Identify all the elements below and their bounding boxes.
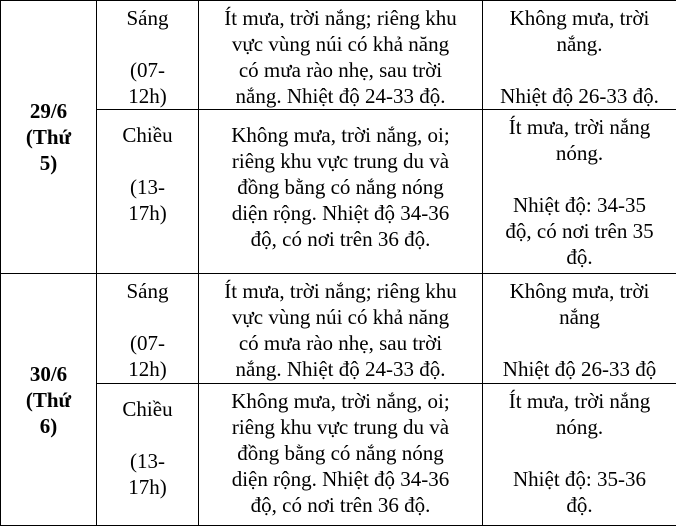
forecast-line: nắng. Nhiệt độ 24-33 độ. — [199, 83, 482, 109]
period-hours: (13- — [97, 448, 198, 474]
temperature-line: Nhiệt độ: 35-36 — [483, 466, 676, 492]
table-row — [1, 274, 676, 384]
region1-forecast — [199, 110, 483, 274]
temperature-line: Nhiệt độ 26-33 độ. — [483, 83, 676, 109]
forecast-line: Ít mưa, trời nắng — [483, 114, 676, 140]
temperature-line: độ. — [483, 244, 676, 270]
forecast-line: nắng — [483, 304, 676, 330]
forecast-line: vực vùng núi có khả năng — [199, 304, 482, 330]
forecast-line: Không mưa, trời nắng, oi; — [199, 122, 482, 148]
period-name: Chiều — [97, 396, 198, 422]
period-hours: 12h) — [97, 83, 198, 109]
period-hours: 17h) — [97, 200, 198, 226]
forecast-line: Không mưa, trời — [483, 278, 676, 304]
date-text: 30/6 — [1, 361, 96, 387]
forecast-line: riêng khu vực trung du và — [199, 414, 482, 440]
period-name: Sáng — [97, 5, 198, 31]
region2-forecast — [483, 110, 676, 274]
forecast-line: nóng. — [483, 140, 676, 166]
period-hours: (13- — [97, 174, 198, 200]
region1-forecast — [199, 1, 483, 110]
forecast-line: đồng bằng có nắng nóng — [199, 174, 482, 200]
region2-forecast — [483, 1, 676, 110]
temperature-line: độ. — [483, 492, 676, 518]
forecast-line: Không mưa, trời — [483, 5, 676, 31]
period-cell — [97, 1, 199, 110]
forecast-line: nắng. — [483, 31, 676, 57]
period-name: Sáng — [97, 278, 198, 304]
table-row — [1, 1, 676, 110]
weekday-text: (Thứ — [1, 124, 96, 150]
forecast-line: diện rộng. Nhiệt độ 34-36 — [199, 466, 482, 492]
period-hours: 17h) — [97, 474, 198, 500]
temperature-line: Nhiệt độ: 34-35 — [483, 192, 676, 218]
date-text: 29/6 — [1, 98, 96, 124]
period-cell — [97, 110, 199, 274]
forecast-line: có mưa rào nhẹ, sau trời — [199, 57, 482, 83]
period-hours: 12h) — [97, 356, 198, 382]
date-cell — [1, 1, 97, 274]
weekday-text: (Thứ — [1, 387, 96, 413]
table-row — [1, 384, 676, 526]
region1-forecast — [199, 384, 483, 526]
forecast-line: đồng bằng có nắng nóng — [199, 440, 482, 466]
forecast-line: Ít mưa, trời nắng; riêng khu — [199, 5, 482, 31]
forecast-line: Ít mưa, trời nắng — [483, 388, 676, 414]
temperature-line: độ, có nơi trên 35 — [483, 218, 676, 244]
table-row — [1, 110, 676, 274]
forecast-line: độ, có nơi trên 36 độ. — [199, 492, 482, 518]
region2-forecast — [483, 274, 676, 384]
period-hours: (07- — [97, 330, 198, 356]
date-cell — [1, 274, 97, 526]
temperature-line: Nhiệt độ 26-33 độ — [483, 356, 676, 382]
forecast-line: độ, có nơi trên 36 độ. — [199, 226, 482, 252]
period-cell — [97, 274, 199, 384]
region2-forecast — [483, 384, 676, 526]
forecast-line: vực vùng núi có khả năng — [199, 31, 482, 57]
weekday-number: 6) — [1, 413, 96, 439]
forecast-line: có mưa rào nhẹ, sau trời — [199, 330, 482, 356]
forecast-line: nắng. Nhiệt độ 24-33 độ. — [199, 356, 482, 382]
forecast-line: Không mưa, trời nắng, oi; — [199, 388, 482, 414]
period-name: Chiều — [97, 122, 198, 148]
region1-forecast — [199, 274, 483, 384]
period-cell — [97, 384, 199, 526]
forecast-line: Ít mưa, trời nắng; riêng khu — [199, 278, 482, 304]
weekday-number: 5) — [1, 150, 96, 176]
forecast-line: nóng. — [483, 414, 676, 440]
period-hours: (07- — [97, 57, 198, 83]
forecast-line: diện rộng. Nhiệt độ 34-36 — [199, 200, 482, 226]
forecast-line: riêng khu vực trung du và — [199, 148, 482, 174]
